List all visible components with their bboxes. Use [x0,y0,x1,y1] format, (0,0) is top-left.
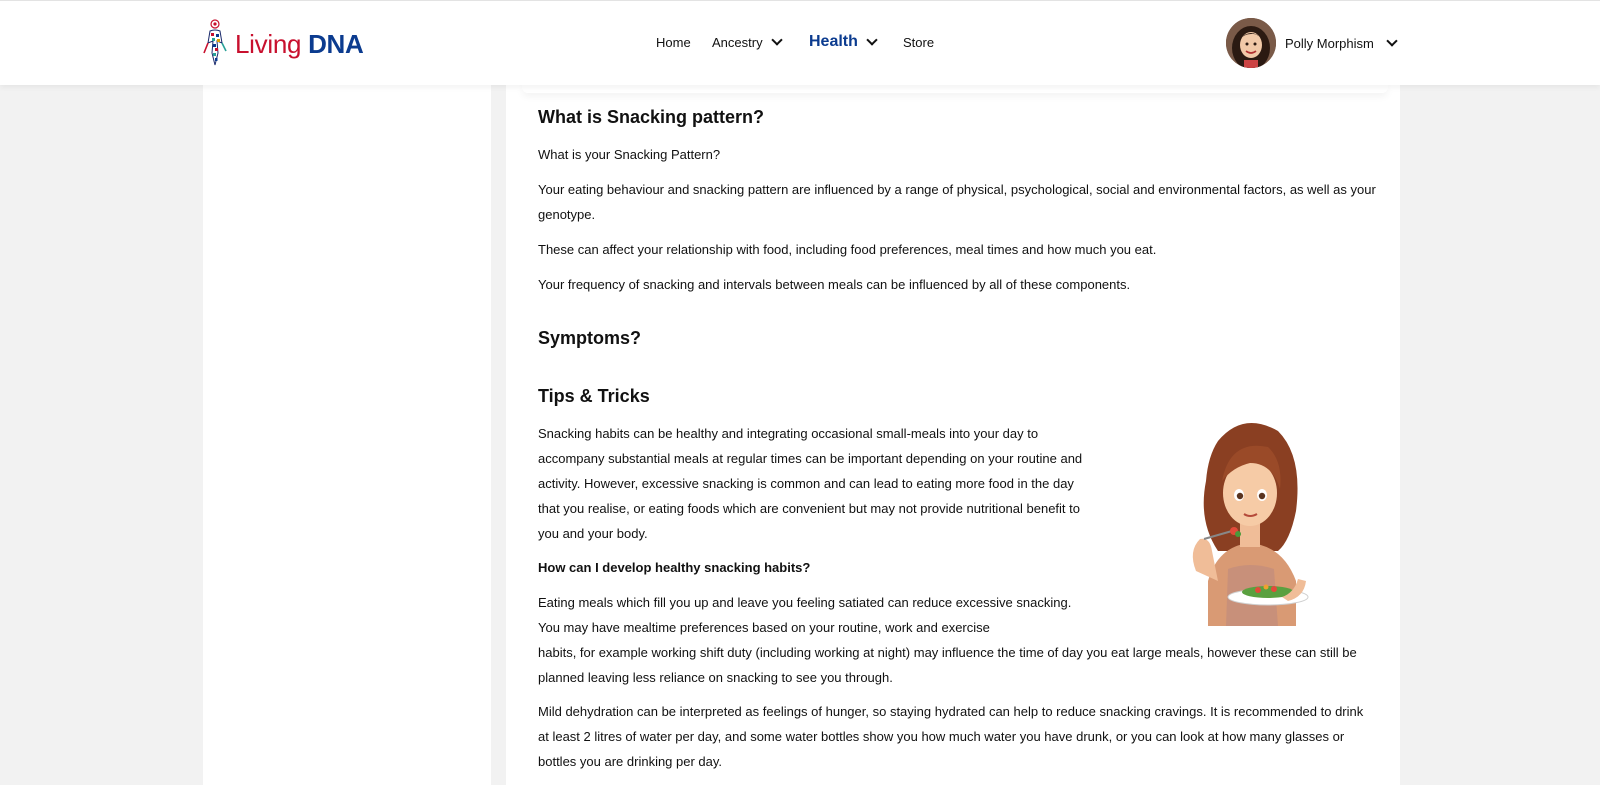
logo-wordmark [235,29,364,60]
nav-ancestry-label: Ancestry [712,35,763,50]
nav-health-label: Health [809,33,858,50]
avatar [1226,18,1276,68]
chevron-down-icon [866,34,877,45]
article-subtitle: What is your Snacking Pattern? [538,147,721,162]
content-card-edge [522,85,1388,93]
nav-store-label: Store [903,35,935,50]
tips-heading: Tips & Tricks [538,386,650,406]
user-name: Polly Morphism [1285,35,1374,51]
main-content [506,85,1400,785]
nav-home[interactable] [656,35,691,50]
nav-health[interactable] [809,33,876,51]
paragraph: These can affect your relationship with food, including food preferences, meal times and how much you eat. [538,242,1157,257]
top-header [0,0,1600,85]
chevron-down-icon [771,34,782,45]
tips-answer-continued: habits, for example working shift duty (including working at night) may influence the time of day you eat large meals, however these can still be planned leaving less reliance on snacking to see you through. [538,645,1357,685]
symptoms-heading: Symptoms? [538,328,642,348]
tips-answer: Eating meals which fill you up and leave you feeling satiated can reduce excessive snacking. You may have mealtime preferences based on your routine, work and exercise [538,595,1072,635]
living-dna-logo[interactable] [203,19,364,69]
nav-ancestry[interactable] [712,35,781,50]
user-menu[interactable] [1226,18,1396,68]
chevron-down-icon [1386,35,1397,46]
girl-eating-salad-illustration [1178,411,1323,626]
dna-figure-icon [203,19,229,69]
avatar-portrait-icon [1226,18,1276,68]
logo-living-text: Living [235,28,302,59]
paragraph: Your eating behaviour and snacking pattern are influenced by a range of physical, psychological, social and environmental factors, as well as your genotype. [538,182,1376,222]
nav-home-label: Home [656,35,691,50]
paragraph: Your frequency of snacking and intervals between meals can be influenced by all of these components. [538,277,1131,292]
logo-dna-text: DNA [308,28,364,59]
article-title: What is Snacking pattern? [538,107,765,127]
hydration-paragraph: Mild dehydration can be interpreted as feelings of hunger, so staying hydrated can help to reduce snacking cravings. It is recommended to drink at least 2 litres of water per day, and some water bottles show you how much water you have drunk, or you can look at how many glasses or bottles you are drinking per day. [538,704,1364,769]
tips-question: How can I develop healthy snacking habits? [538,560,811,575]
sidebar [203,85,491,785]
tips-paragraph: Snacking habits can be healthy and integrating occasional small-meals into your day to accompany substantial meals at regular times can be important depending on your routine and activity. However, excessive snacking is common and can lead to eating more food in the day that you realise, or eating foods which are convenient but may not provide nutritional benefit to you and your body. [538,426,1083,541]
nav-store[interactable] [903,35,934,50]
